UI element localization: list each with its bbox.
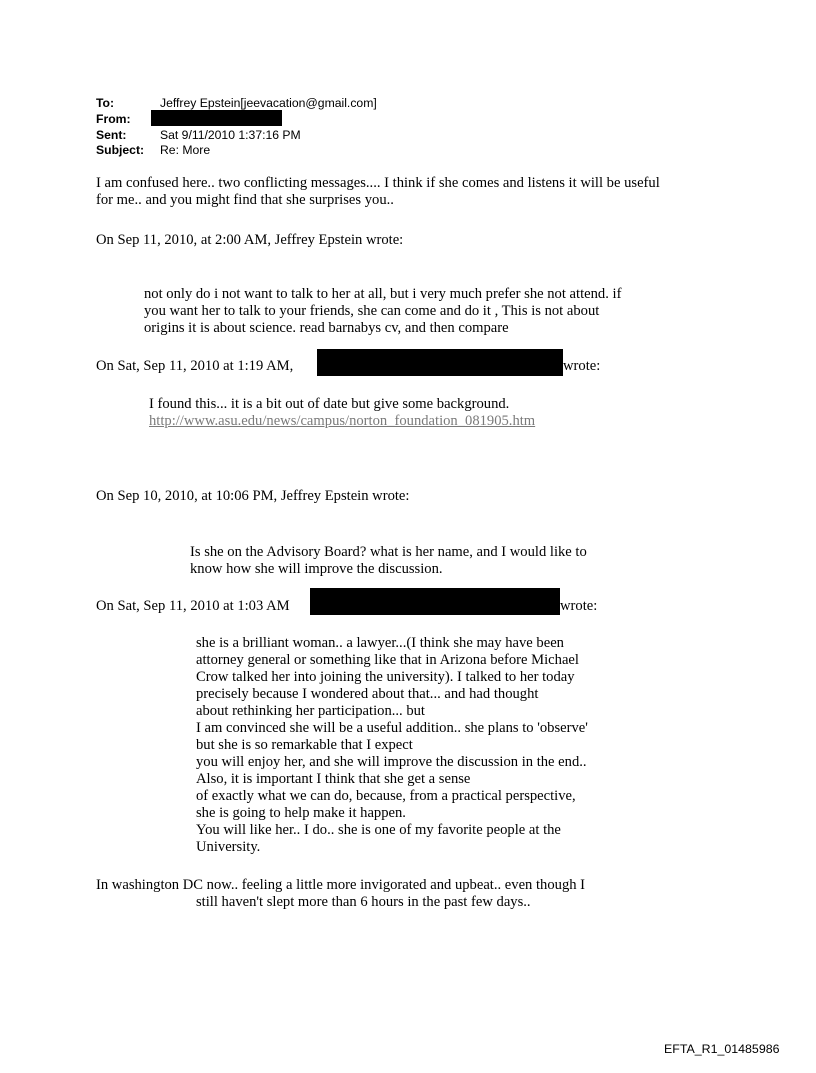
quote-line: I am convinced she will be a useful addition.. she plans to 'observe' <box>196 720 588 736</box>
quote-attribution: On Sat, Sep 11, 2010 at 1:19 AM, <box>96 358 294 374</box>
quote-line: origins it is about science. read barnabys cv, and then compare <box>144 320 509 336</box>
body-line: for me.. and you might find that she surprises you.. <box>96 192 394 208</box>
body-line: I am confused here.. two conflicting messages.... I think if she comes and listens it will be useful <box>96 175 660 191</box>
redaction-bar-name <box>310 588 560 615</box>
document-id: EFTA_R1_01485986 <box>664 1042 780 1056</box>
quote-line: Also, it is important I think that she get a sense <box>196 771 471 787</box>
closing-line: still haven't slept more than 6 hours in the past few days.. <box>196 894 531 910</box>
subject-value: Re: More <box>160 143 211 157</box>
quote-line: I found this... it is a bit out of date but give some background. <box>149 396 510 412</box>
quote-line: precisely because I wondered about that... and had thought <box>196 686 539 702</box>
from-label: From: <box>96 112 131 126</box>
quote-attribution: On Sat, Sep 11, 2010 at 1:03 AM <box>96 598 290 614</box>
closing-line: In washington DC now.. feeling a little more invigorated and upbeat.. even though I <box>96 877 586 893</box>
quote-line: she is a brilliant woman.. a lawyer...(I think she may have been <box>196 635 564 651</box>
quote-line: but she is so remarkable that I expect <box>196 737 413 753</box>
quote-line: University. <box>196 839 261 855</box>
quote-attribution: On Sep 10, 2010, at 10:06 PM, Jeffrey Epstein wrote: <box>96 488 410 504</box>
quote-line: You will like her.. I do.. she is one of my favorite people at the <box>196 822 561 838</box>
quote-line: Is she on the Advisory Board? what is her name, and I would like to <box>190 544 587 560</box>
to-label: To: <box>96 96 115 110</box>
quote-attribution-wrote: wrote: <box>560 598 598 614</box>
quote-line: attorney general or something like that in Arizona before Michael <box>196 652 579 668</box>
to-value: Jeffrey Epstein[jeevacation@gmail.com] <box>160 96 377 110</box>
sent-value: Sat 9/11/2010 1:37:16 PM <box>160 128 301 142</box>
quote-attribution-wrote: wrote: <box>563 358 601 374</box>
redaction-bar-name <box>317 349 563 376</box>
quote-line: she is going to help make it happen. <box>196 805 406 821</box>
redaction-bar-sender <box>151 110 282 126</box>
quote-line: not only do i not want to talk to her at all, but i very much prefer she not attend. if <box>144 286 622 302</box>
news-link[interactable]: http://www.asu.edu/news/campus/norton_foundation_081905.htm <box>149 413 536 429</box>
quote-line: Crow talked her into joining the university). I talked to her today <box>196 669 575 685</box>
sent-label: Sent: <box>96 128 127 142</box>
subject-label: Subject: <box>96 143 145 157</box>
quote-line: about rethinking her participation... but <box>196 703 425 719</box>
quote-line: know how she will improve the discussion. <box>190 561 443 577</box>
quote-attribution: On Sep 11, 2010, at 2:00 AM, Jeffrey Epstein wrote: <box>96 232 404 248</box>
quote-line: you want her to talk to your friends, she can come and do it , This is not about <box>144 303 600 319</box>
quote-line: you will enjoy her, and she will improve the discussion in the end.. <box>196 754 587 770</box>
quote-line: of exactly what we can do, because, from a practical perspective, <box>196 788 576 804</box>
